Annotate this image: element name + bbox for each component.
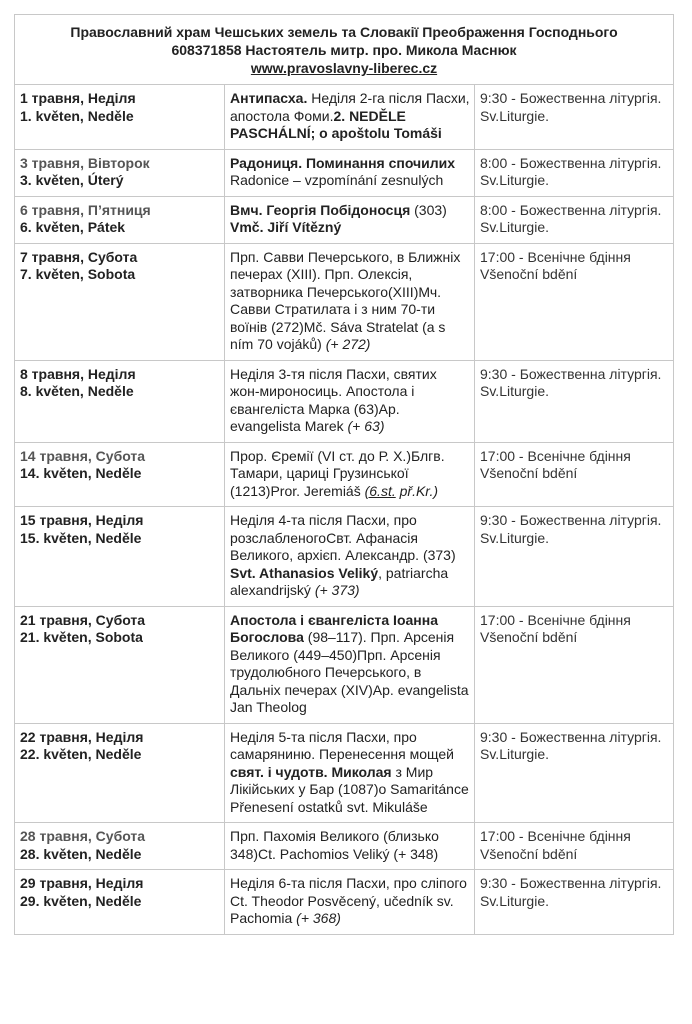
date-cell bbox=[15, 360, 225, 442]
event-text: з Мир Лікійських у Бар (1087)o Samaritánce Přenesení ostatků svt. Mikuláše bbox=[230, 763, 469, 815]
service-cell: 8:00 - Божественна літургія. Sv.Liturgie. bbox=[475, 149, 674, 196]
event-text: (+ 368) bbox=[296, 910, 341, 926]
date-czech: 14. květen, Neděle bbox=[20, 465, 142, 481]
event-text: (303) bbox=[410, 201, 447, 218]
event-cell bbox=[225, 360, 475, 442]
event-cell bbox=[225, 442, 475, 507]
date-cell bbox=[15, 870, 225, 935]
date-ukrainian: 21 травня, Субота bbox=[20, 611, 146, 628]
service-cell: 9:30 - Божественна літургія. Sv.Liturgie. bbox=[475, 723, 674, 823]
service-cell: 9:30 - Божественна літургія. Sv.Liturgie. bbox=[475, 870, 674, 935]
event-text: Svt. Athanasios Veliký bbox=[230, 564, 379, 581]
event-text: Прп. Пахомія Великого (близько 348)Ct. Pachomios Veliký (+ 348) bbox=[230, 828, 439, 862]
date-czech: 1. květen, Neděle bbox=[20, 107, 134, 124]
event-text: Неділя 4-та після Пасхи, про розслабленогоСвт. Афанасія Великого, архієп. Александр. (373) bbox=[230, 512, 456, 563]
service-cell: 17:00 - Всенічне бдіння Všenoční bdění bbox=[475, 243, 674, 360]
date-czech: 29. květen, Neděle bbox=[20, 892, 142, 909]
date-ukrainian: 1 травня, Неділя bbox=[20, 90, 136, 106]
date-czech: 21. květen, Sobota bbox=[20, 629, 143, 645]
event-text: Радониця. Поминання спочилих bbox=[230, 154, 456, 171]
service-cell: 9:30 - Божественна літургія. Sv.Liturgie. bbox=[475, 507, 674, 607]
event-cell bbox=[225, 243, 475, 360]
date-czech: 8. květen, Neděle bbox=[20, 383, 134, 399]
schedule-row bbox=[15, 442, 674, 507]
schedule-table bbox=[14, 14, 674, 935]
service-cell: 9:30 - Божественна літургія. Sv.Liturgie. bbox=[475, 85, 674, 150]
service-cell: 8:00 - Божественна літургія. Sv.Liturgie. bbox=[475, 196, 674, 243]
date-ukrainian: 8 травня, Неділя bbox=[20, 365, 136, 382]
website-link[interactable]: www.pravoslavny-liberec.cz bbox=[250, 60, 438, 76]
date-czech: 7. květen, Sobota bbox=[20, 266, 136, 282]
event-text: Radonice – vzpomínání zesnulých bbox=[230, 172, 444, 188]
event-text: Неділя 3-тя після Пасхи, святих жон-мироносиць. Апостола і євангеліста Марка (63)Ap. evangelista Marek bbox=[230, 365, 437, 434]
schedule-document bbox=[14, 14, 673, 935]
schedule-row bbox=[15, 723, 674, 823]
date-cell bbox=[15, 442, 225, 507]
event-cell bbox=[225, 870, 475, 935]
event-text: Вмч. Георгія Побідоносця bbox=[230, 201, 411, 218]
service-cell: 17:00 - Всенічне бдіння Všenoční bdění bbox=[475, 606, 674, 723]
date-cell bbox=[15, 823, 225, 870]
schedule-row bbox=[15, 360, 674, 442]
date-cell bbox=[15, 606, 225, 723]
schedule-row bbox=[15, 507, 674, 607]
date-czech: 15. květen, Neděle bbox=[20, 529, 142, 546]
schedule-row bbox=[15, 196, 674, 243]
date-ukrainian: 29 травня, Неділя bbox=[20, 875, 144, 891]
date-ukrainian: 22 травня, Неділя bbox=[20, 728, 144, 745]
event-cell bbox=[225, 507, 475, 607]
event-cell bbox=[225, 823, 475, 870]
header-row bbox=[15, 15, 674, 85]
schedule-row bbox=[15, 870, 674, 935]
event-text: Апостола і євангеліста Іоанна Богослова bbox=[230, 611, 438, 645]
event-text: (+ 272) bbox=[325, 336, 371, 352]
contact-line: 608371858 Настоятель митр. про. Микола Маснюк bbox=[171, 42, 517, 58]
date-cell bbox=[15, 243, 225, 360]
date-cell bbox=[15, 196, 225, 243]
date-cell bbox=[15, 507, 225, 607]
schedule-row bbox=[15, 85, 674, 150]
event-text: Прор. Єремії (VI ст. до Р. Х.)Блгв. Тамари, цариці Грузинської (1213)Pror. Jeremiáš bbox=[230, 447, 445, 499]
event-text: 2. NEDĚLE PASCHÁLNÍ; o apoštolu Tomáši bbox=[230, 107, 442, 141]
event-text: Vmč. Jiří Vítězný bbox=[230, 219, 342, 235]
event-text: , patriarcha alexandrijský bbox=[230, 564, 449, 598]
date-ukrainian: 3 травня, Вівторок bbox=[20, 154, 150, 171]
event-cell bbox=[225, 85, 475, 150]
event-text: (6.st. bbox=[364, 482, 396, 499]
date-cell bbox=[15, 723, 225, 823]
date-cell bbox=[15, 149, 225, 196]
event-cell bbox=[225, 149, 475, 196]
event-text: Антипасха. bbox=[230, 90, 308, 106]
event-text: Неділя 2-га після Пасхи, апостола Фоми. bbox=[230, 90, 470, 124]
date-ukrainian: 28 травня, Субота bbox=[20, 828, 146, 844]
event-cell bbox=[225, 196, 475, 243]
event-cell bbox=[225, 723, 475, 823]
event-text: (+ 373) bbox=[314, 582, 360, 598]
date-czech: 3. květen, Úterý bbox=[20, 172, 124, 188]
event-cell bbox=[225, 606, 475, 723]
date-czech: 22. květen, Neděle bbox=[20, 746, 142, 762]
date-ukrainian: 7 травня, Субота bbox=[20, 248, 138, 265]
header-cell bbox=[15, 15, 674, 85]
schedule-row bbox=[15, 149, 674, 196]
schedule-row bbox=[15, 243, 674, 360]
service-cell: 9:30 - Божественна літургія. Sv.Liturgie. bbox=[475, 360, 674, 442]
event-text: (98–117). Прп. Арсенія Великого (449–450)Прп. Арсенія трудолюбного Печерського, в Дальніх печерах (XIV)Ap. evangelista Jan Theolog bbox=[230, 629, 469, 715]
church-title: Православний храм Чешських земель та Словакії Преображення Господнього bbox=[70, 24, 618, 40]
date-ukrainian: 14 травня, Субота bbox=[20, 447, 146, 464]
event-text: (+ 63) bbox=[347, 418, 385, 434]
schedule-row bbox=[15, 606, 674, 723]
service-cell: 17:00 - Всенічне бдіння Všenoční bdění bbox=[475, 442, 674, 507]
service-cell: 17:00 - Всенічне бдіння Všenoční bdění bbox=[475, 823, 674, 870]
event-text: Неділя 6-та після Пасхи, про сліпого Ct. Theodor Posvěcený, učedník sv. Pachomia bbox=[230, 875, 467, 926]
event-text: свят. і чудотв. Миколая bbox=[230, 763, 392, 780]
date-cell bbox=[15, 85, 225, 150]
date-ukrainian: 15 травня, Неділя bbox=[20, 512, 144, 528]
date-ukrainian: 6 травня, П’ятниця bbox=[20, 201, 151, 218]
event-text: př.Kr.) bbox=[395, 482, 438, 499]
date-czech: 28. květen, Neděle bbox=[20, 845, 142, 862]
schedule-row bbox=[15, 823, 674, 870]
date-czech: 6. květen, Pátek bbox=[20, 219, 126, 235]
event-text: Прп. Савви Печерського, в Ближніх печерах (XIII). Прп. Олексія, затворника Печерського(XIII)Мч. Савви Стратилата і з ним 70-ти воїнів (272)Mč. Sáva Stratelat (a s ním 70 vojáků) bbox=[230, 248, 461, 352]
event-text: Неділя 5-та після Пасхи, про самаряниню. Перенесення мощей bbox=[230, 728, 455, 762]
